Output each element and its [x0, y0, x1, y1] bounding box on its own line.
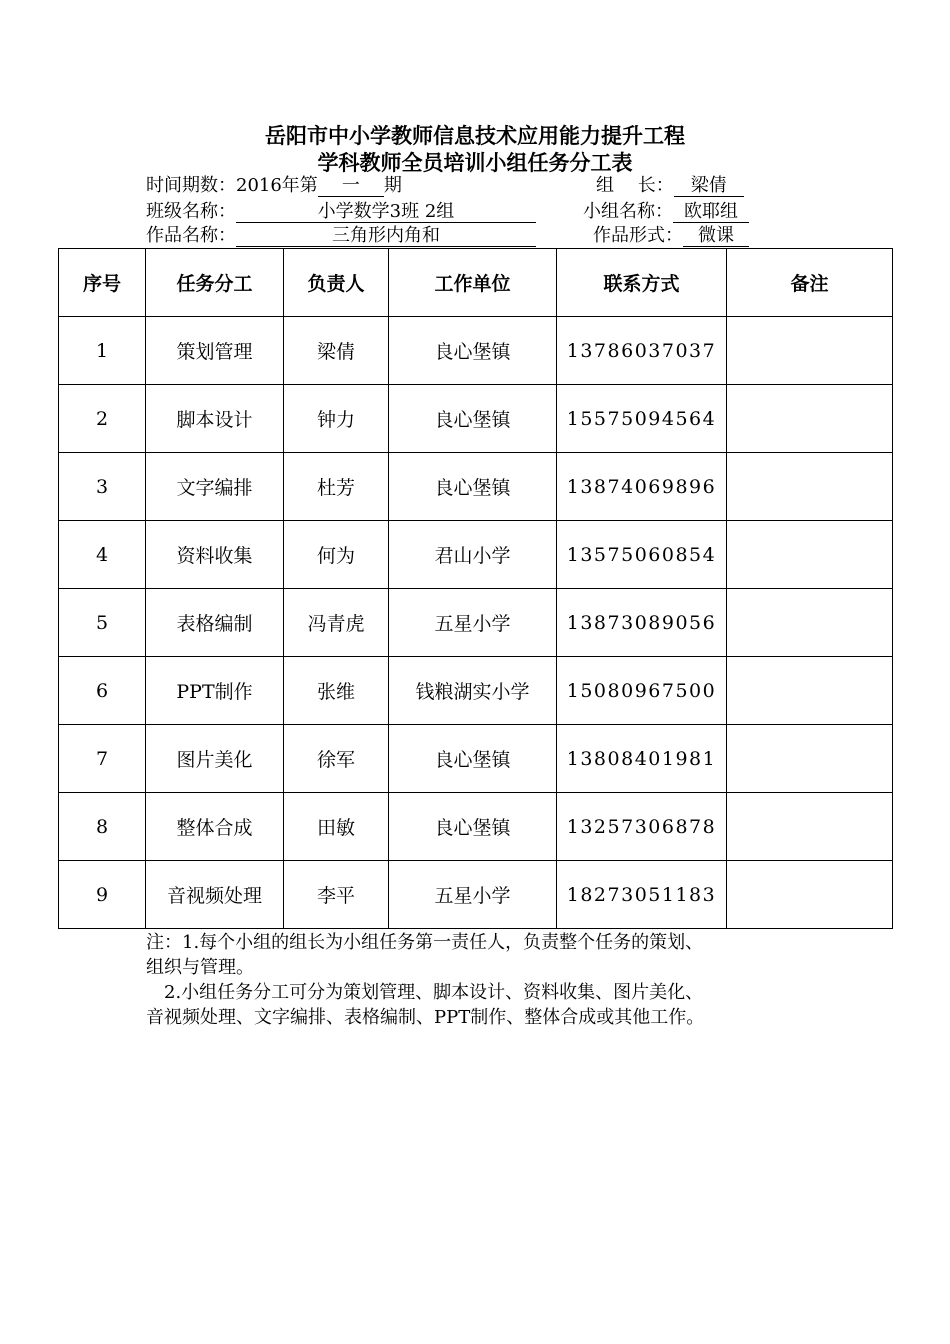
cell-phone: 15575094564 [557, 385, 727, 453]
table-row [59, 385, 893, 453]
cell-task: 整体合成 [146, 793, 284, 861]
note-line: 音视频处理、文字编排、表格编制、PPT制作、整体合成或其他工作。 [146, 1007, 705, 1028]
cell-unit: 良心堡镇 [389, 725, 557, 793]
cell-no: 6 [59, 657, 146, 725]
class-field [146, 200, 536, 224]
cell-no: 2 [59, 385, 146, 453]
cell-note [727, 793, 893, 861]
period-prefix: 2016年第 [236, 175, 318, 196]
cell-person: 梁倩 [284, 317, 389, 385]
table-row [59, 453, 893, 521]
class-label: 班级名称： [146, 201, 236, 222]
form-label: 作品形式： [593, 225, 683, 246]
table-row [59, 521, 893, 589]
leader-field [596, 174, 744, 198]
document-title: 岳阳市中小学教师信息技术应用能力提升工程 [265, 123, 685, 148]
cell-phone: 13808401981 [557, 725, 727, 793]
cell-unit: 钱粮湖实小学 [389, 657, 557, 725]
cell-no: 4 [59, 521, 146, 589]
cell-unit: 五星小学 [389, 589, 557, 657]
cell-person: 张维 [284, 657, 389, 725]
work-value: 三角形内角和 [236, 226, 536, 247]
cell-note [727, 385, 893, 453]
cell-note [727, 861, 893, 929]
class-value: 小学数学3班 2组 [236, 202, 536, 223]
period-value: 一 [318, 176, 384, 197]
cell-no: 5 [59, 589, 146, 657]
note-line: 组织与管理。 [146, 957, 254, 978]
work-field [146, 224, 536, 248]
cell-note [727, 521, 893, 589]
cell-person: 冯青虎 [284, 589, 389, 657]
notes-section [146, 930, 846, 1030]
cell-task: 资料收集 [146, 521, 284, 589]
document-subtitle: 学科教师全员培训小组任务分工表 [317, 150, 633, 175]
cell-no: 9 [59, 861, 146, 929]
leader-label: 组 长： [596, 175, 674, 196]
cell-person: 田敏 [284, 793, 389, 861]
cell-phone: 15080967500 [557, 657, 727, 725]
cell-person: 钟力 [284, 385, 389, 453]
cell-unit: 五星小学 [389, 861, 557, 929]
group-value: 欧耶组 [673, 202, 749, 223]
cell-phone: 13873089056 [557, 589, 727, 657]
cell-phone: 13786037037 [557, 317, 727, 385]
cell-phone: 13257306878 [557, 793, 727, 861]
cell-unit: 良心堡镇 [389, 453, 557, 521]
cell-task: PPT制作 [146, 657, 284, 725]
table-row [59, 793, 893, 861]
header-person: 负责人 [284, 249, 389, 317]
table-header-row [59, 249, 893, 317]
form-value: 微课 [683, 226, 749, 247]
cell-note [727, 317, 893, 385]
cell-person: 杜芳 [284, 453, 389, 521]
period-field [146, 174, 402, 198]
cell-task: 图片美化 [146, 725, 284, 793]
table-row [59, 725, 893, 793]
group-label: 小组名称： [583, 201, 673, 222]
note-line: 2.小组任务分工可分为策划管理、脚本设计、资料收集、图片美化、 [146, 982, 704, 1003]
table-row [59, 657, 893, 725]
note-line: 注：1.每个小组的组长为小组任务第一责任人，负责整个任务的策划、 [146, 932, 704, 953]
table-row [59, 317, 893, 385]
cell-phone: 13874069896 [557, 453, 727, 521]
header-task: 任务分工 [146, 249, 284, 317]
header-phone: 联系方式 [557, 249, 727, 317]
cell-person: 何为 [284, 521, 389, 589]
group-field [583, 200, 749, 224]
cell-task: 脚本设计 [146, 385, 284, 453]
period-label: 时间期数： [146, 175, 236, 196]
cell-no: 1 [59, 317, 146, 385]
header-no: 序号 [59, 249, 146, 317]
cell-task: 表格编制 [146, 589, 284, 657]
cell-no: 8 [59, 793, 146, 861]
cell-unit: 良心堡镇 [389, 385, 557, 453]
cell-note [727, 725, 893, 793]
header-note: 备注 [727, 249, 893, 317]
cell-unit: 君山小学 [389, 521, 557, 589]
cell-task: 音视频处理 [146, 861, 284, 929]
cell-no: 7 [59, 725, 146, 793]
cell-unit: 良心堡镇 [389, 317, 557, 385]
cell-unit: 良心堡镇 [389, 793, 557, 861]
cell-task: 策划管理 [146, 317, 284, 385]
task-table [58, 248, 893, 929]
period-suffix: 期 [383, 175, 402, 196]
cell-phone: 13575060854 [557, 521, 727, 589]
cell-person: 李平 [284, 861, 389, 929]
header-unit: 工作单位 [389, 249, 557, 317]
table-row [59, 861, 893, 929]
cell-note [727, 657, 893, 725]
cell-no: 3 [59, 453, 146, 521]
cell-person: 徐军 [284, 725, 389, 793]
cell-task: 文字编排 [146, 453, 284, 521]
cell-note [727, 453, 893, 521]
cell-phone: 18273051183 [557, 861, 727, 929]
work-label: 作品名称： [146, 225, 236, 246]
table-row [59, 589, 893, 657]
form-field [593, 224, 749, 248]
leader-value: 梁倩 [674, 176, 744, 197]
cell-note [727, 589, 893, 657]
